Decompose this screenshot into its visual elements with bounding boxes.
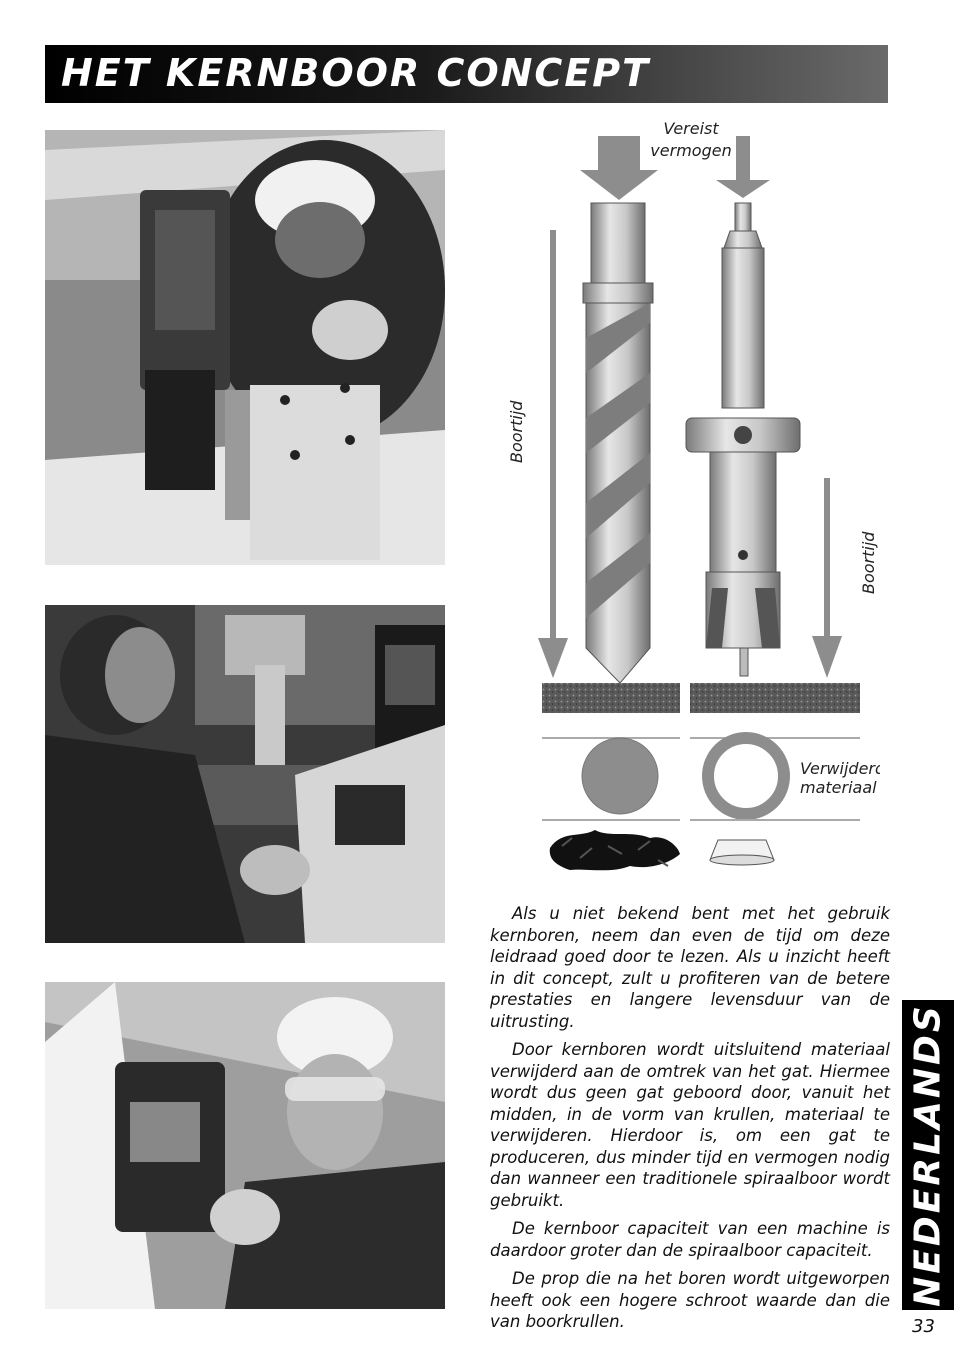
label-time-left: Boortijd xyxy=(507,400,526,463)
title-banner xyxy=(45,45,888,103)
label-removed-line2: materiaal xyxy=(800,778,877,797)
label-time-right: Boortijd xyxy=(859,531,878,594)
label-removed-line1: Verwijderd xyxy=(800,759,880,778)
paragraph-1: Als u niet bekend bent met het gebruik kernboren, neem dan even de tijd om deze leidraad goed door te lezen. Als u inzicht heeft in dit concept, zult u profiteren van de betere prestaties en langere levensduur van de uitrusting. xyxy=(490,904,890,1031)
label-power-line1: Vereist xyxy=(663,119,719,138)
paragraph-4: De prop die na het boren wordt uitgeworpen heeft ook een hogere schroot waarde dan die van boorkrullen. xyxy=(490,1269,890,1331)
label-power-line2: vermogen xyxy=(650,141,732,160)
paragraph-3: De kernboor capaciteit van een machine is daardoor groter dan de spiraalboor capaciteit. xyxy=(490,1219,890,1260)
photo-magnetic-drill-operator xyxy=(45,130,445,565)
solid-disc-removed xyxy=(582,738,658,814)
power-arrow-large-icon xyxy=(580,136,658,200)
body-text xyxy=(490,903,890,1340)
drill-comparison-diagram xyxy=(500,118,880,888)
ring-removed xyxy=(708,738,784,814)
paragraph-2: Door kernboren wordt uitsluitend materiaal verwijderd aan de omtrek van het gat. Hiermee wordt dus geen gat geboord door, vanuit het midden, in de vorm van krullen, materiaal te verwijderen. Hierdoor is, om een gat te produceren, dus minder tijd en vermogen nodig dan wanneer een traditionele spiraalboor wordt gebruikt. xyxy=(490,1040,890,1210)
page-number: 33 xyxy=(912,1316,935,1337)
language-tab-label: NEDERLANDS xyxy=(907,1003,949,1307)
workpiece-left xyxy=(542,683,680,713)
page-title: HET KERNBOOR CONCEPT xyxy=(61,51,651,95)
time-arrow-left-icon xyxy=(538,638,568,678)
workpiece-right xyxy=(690,683,860,713)
time-arrow-right-icon xyxy=(812,636,842,678)
photo-cnc-operator xyxy=(45,605,445,943)
language-tab xyxy=(902,1000,954,1310)
photo-worker-hard-hat xyxy=(45,982,445,1309)
